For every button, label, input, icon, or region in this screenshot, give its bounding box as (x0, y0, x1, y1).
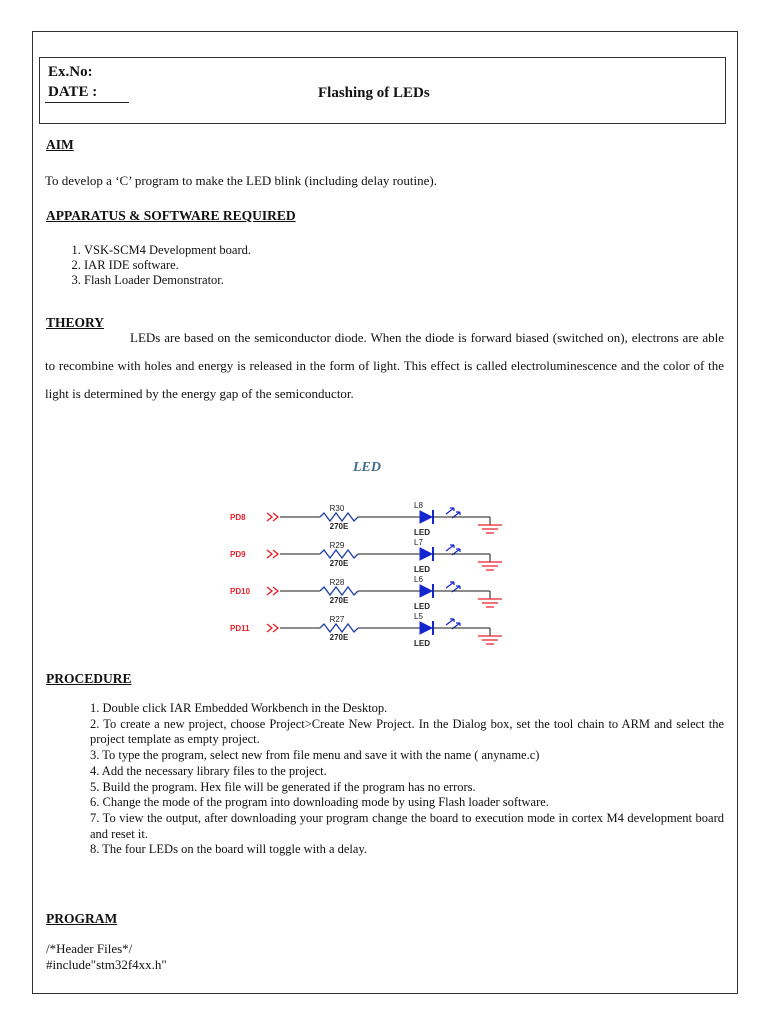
code-line: #include"stm32f4xx.h" (46, 957, 167, 972)
ground-symbol (478, 599, 502, 607)
pin-label: PD11 (230, 624, 250, 633)
procedure-heading: PROCEDURE (46, 671, 132, 686)
program-code (46, 941, 167, 973)
ground-symbol (478, 525, 502, 533)
code-line: /*Header Files*/ (46, 941, 133, 956)
apparatus-item: 1. VSK-SCM4 Development board. (84, 243, 251, 258)
resistor-value: 270E (329, 522, 349, 531)
apparatus-item: 2. IAR IDE software. (84, 258, 251, 273)
procedure-step: 2. To create a new project, choose Project>Create New Project. In the Dialog box, set the tool chain to ARM and select the project template as empty project. (90, 716, 724, 747)
procedure-step: 4. Add the necessary library files to the project. (90, 763, 327, 778)
led-symbol (420, 548, 432, 560)
resistor-label: R29 (329, 541, 345, 550)
resistor-value: 270E (329, 559, 349, 568)
resistor-symbol (320, 550, 358, 558)
led-ref-label: L6 (414, 575, 423, 584)
connector-symbol (267, 624, 278, 632)
resistor-value: 270E (329, 596, 349, 605)
pin-label: PD10 (230, 587, 251, 596)
apparatus-item: 3. Flash Loader Demonstrator. (84, 273, 251, 288)
procedure-step: 1. Double click IAR Embedded Workbench in the Desktop. (90, 701, 388, 715)
connector-symbol (267, 513, 278, 521)
procedure-step: 6. Change the mode of the program into downloading mode by using Flash loader software. (90, 795, 549, 810)
resistor-label: R30 (329, 504, 345, 513)
apparatus-list (64, 243, 251, 288)
ground-symbol (478, 636, 502, 644)
pin-label: PD9 (230, 550, 246, 559)
led-symbol (420, 511, 432, 523)
aim-text: To develop a ‘C’ program to make the LED blink (including delay routine). (45, 173, 437, 188)
theory-text: LEDs are based on the semiconductor diode. When the diode is forward biased (switched on), electrons are able to recombine with holes and energy is released in the form of light. This effect is called electroluminescence and the color of the light is determined by the energy gap of the semiconductor. (45, 330, 724, 401)
led-ref-label: L5 (414, 612, 423, 621)
resistor-symbol (320, 624, 358, 632)
led-ref-label: L7 (414, 538, 423, 547)
theory-heading: THEORY (46, 315, 105, 330)
apparatus-heading: APPARATUS & SOFTWARE REQUIRED (46, 208, 296, 223)
procedure-step: 3. To type the program, select new from file menu and save it with the name ( anyname.c) (90, 748, 540, 763)
aim-heading: AIM (46, 137, 74, 152)
resistor-symbol (320, 513, 358, 521)
program-heading: PROGRAM (46, 911, 118, 926)
led-ref-label: L8 (414, 501, 423, 510)
ground-symbol (478, 562, 502, 570)
procedure-step: 8. The four LEDs on the board will toggle with a delay. (90, 842, 368, 857)
resistor-label: R27 (329, 615, 345, 624)
led-label: LED (414, 639, 430, 648)
resistor-label: R28 (329, 578, 345, 587)
led-label: LED (414, 565, 430, 574)
connector-symbol (267, 587, 278, 595)
led-label: LED (414, 528, 430, 537)
procedure-list (90, 701, 724, 858)
resistor-value: 270E (329, 633, 349, 642)
procedure-step: 5. Build the program. Hex file will be generated if the program has no errors. (90, 779, 476, 794)
led-symbol (420, 585, 432, 597)
led-symbol (420, 622, 432, 634)
led-circuit-diagram (222, 455, 522, 655)
diagram-title: LED (353, 460, 381, 475)
connector-symbol (267, 550, 278, 558)
led-label: LED (414, 602, 430, 611)
procedure-step: 7. To view the output, after downloading your program change the board to execution mode in cortex M4 development board and reset it. (90, 810, 724, 841)
resistor-symbol (320, 587, 358, 595)
page-title: Flashing of LEDs (318, 85, 430, 101)
exercise-number-label: Ex.No: (48, 64, 93, 80)
date-underline (45, 102, 129, 103)
date-label: DATE : (48, 84, 98, 100)
pin-label: PD8 (230, 513, 246, 522)
